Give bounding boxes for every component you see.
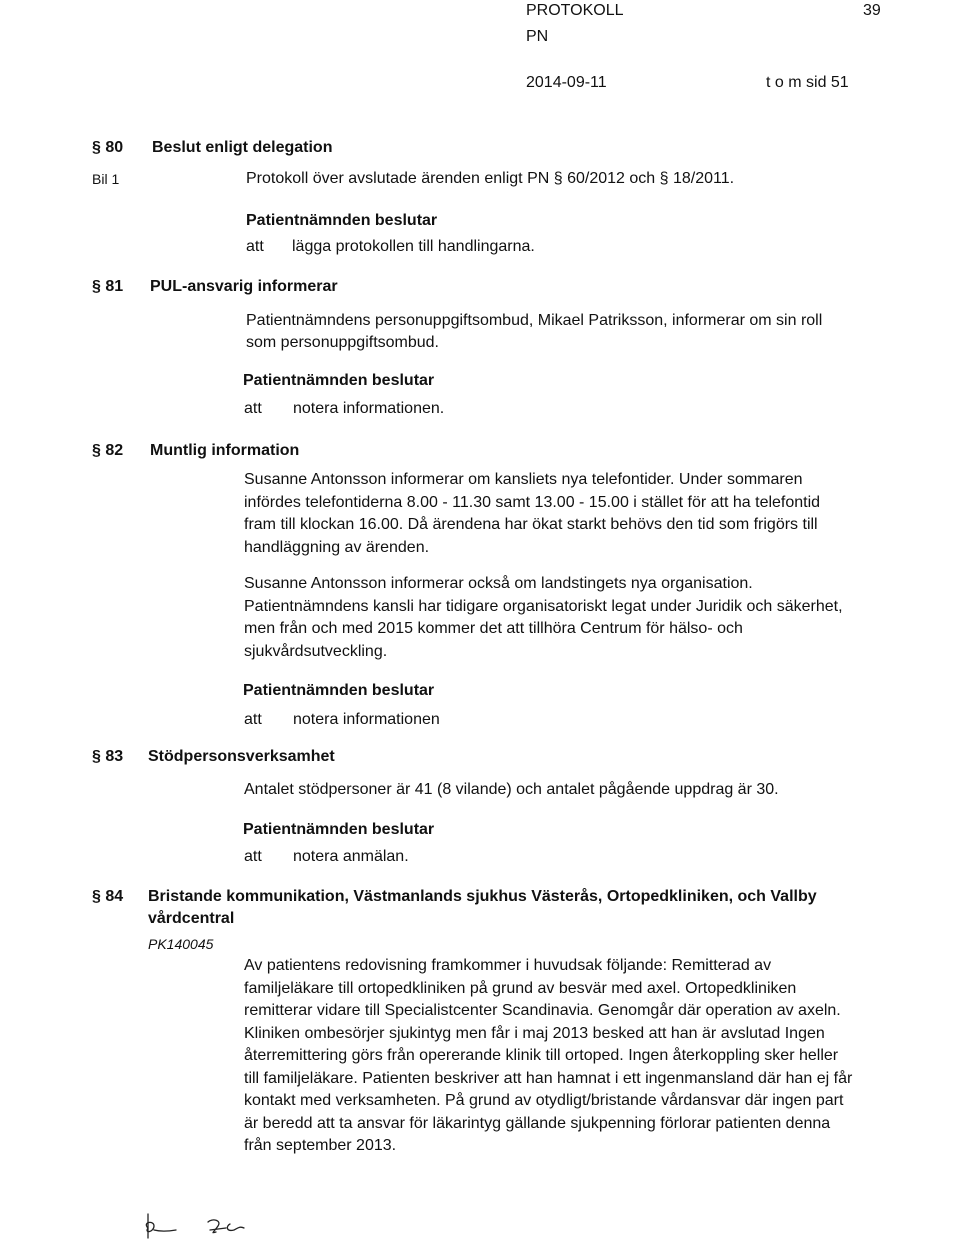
section-80-decision: lägga protokollen till handlingarna. [292, 238, 535, 255]
section-80-number: § 80 [92, 139, 124, 156]
section-83-title: Stödpersonsverksamhet [148, 748, 335, 765]
attachment-label: Bil 1 [92, 171, 120, 187]
section-81-body-line2: som personuppgiftsombud. [246, 334, 439, 351]
section-84-title-line1: Bristande kommunikation, Västmanlands sjukhus Västerås, Ortopedkliniken, och Vallby [148, 888, 817, 905]
section-83-decision-heading: Patientnämnden beslutar [243, 821, 435, 838]
section-81-decision-heading: Patientnämnden beslutar [243, 372, 435, 389]
signature-initials [140, 1212, 270, 1245]
meeting-date: 2014-09-11 [526, 74, 607, 91]
section-80-title: Beslut enligt delegation [152, 139, 333, 156]
section-80-att: att [246, 238, 264, 255]
section-81-body-line1: Patientnämndens personuppgiftsombud, Mikael Patriksson, informerar om sin roll [246, 312, 823, 329]
section-83-body: Antalet stödpersoner är 41 (8 vilande) och antalet pågående uppdrag är 30. [244, 781, 779, 798]
section-84-body: Av patientens redovisning framkommer i huvudsak följande: Remitterad av familjeläkare till ortopedkliniken på grund av besvär med axel. Ortopedkliniken remitterar vidare till Specialistcenter Scandinavia. Genomgår där operation av axeln. Kliniken ombesörjer sjukintyg men får i maj 2013 besked att han är avslutad Ingen återremittering görs från opererande klinik till ortoped. Ingen återkoppling sker heller till familjeläkare. Patienten beskriver att han hamnat i ett ingenmansland där han ej får kontakt med verksamheten. På grund av otydligt/bristande vårdansvar där ingen part är beredd att ta ansvar för läkarintyg gällande sjukpenning förlorar patienten denna från september 2013. [244, 957, 853, 1154]
section-82-number: § 82 [92, 442, 124, 459]
page-range: t o m sid 51 [766, 74, 849, 91]
signature-drawing [140, 1212, 270, 1240]
section-84-title-line2: vårdcentral [148, 910, 235, 927]
protocol-title: PROTOKOLL [526, 2, 624, 19]
section-82-paragraph-1: Susanne Antonsson informerar om kansliets nya telefontider. Under sommaren infördes telefontiderna 8.00 - 11.30 samt 13.00 - 15.00 i stället för att ha telefontid fram till klockan 16.00. Då ärendena har ökat starkt behövs den tid som frigörs till handläggning av ärenden. [244, 471, 821, 556]
section-82-title: Muntlig information [150, 442, 300, 459]
section-81-number: § 81 [92, 278, 124, 295]
section-82-decision: notera informationen [293, 711, 440, 728]
section-82-decision-heading: Patientnämnden beslutar [243, 682, 435, 699]
section-81-title: PUL-ansvarig informerar [150, 278, 338, 295]
section-81-att: att [244, 400, 262, 417]
section-80-decision-heading: Patientnämnden beslutar [246, 212, 438, 229]
section-83-decision: notera anmälan. [293, 848, 409, 865]
section-81-decision: notera informationen. [293, 400, 445, 417]
section-84-number: § 84 [92, 888, 124, 905]
org-code: PN [526, 28, 549, 45]
section-83-att: att [244, 848, 262, 865]
section-83-number: § 83 [92, 748, 124, 765]
page-number: 39 [863, 2, 881, 19]
attachment-text: Protokoll över avslutade ärenden enligt PN § 60/2012 och § 18/2011. [246, 170, 735, 187]
case-id: PK140045 [148, 936, 214, 952]
section-82-att: att [244, 711, 262, 728]
section-82-paragraph-2: Susanne Antonsson informerar också om landstingets nya organisation. Patientnämndens kansli har tidigare organisatoriskt legat under Juridik och säkerhet, men från och med 2015 kommer det att tillhöra Centrum för hälso- och sjukvårdsutveckling. [244, 575, 843, 660]
